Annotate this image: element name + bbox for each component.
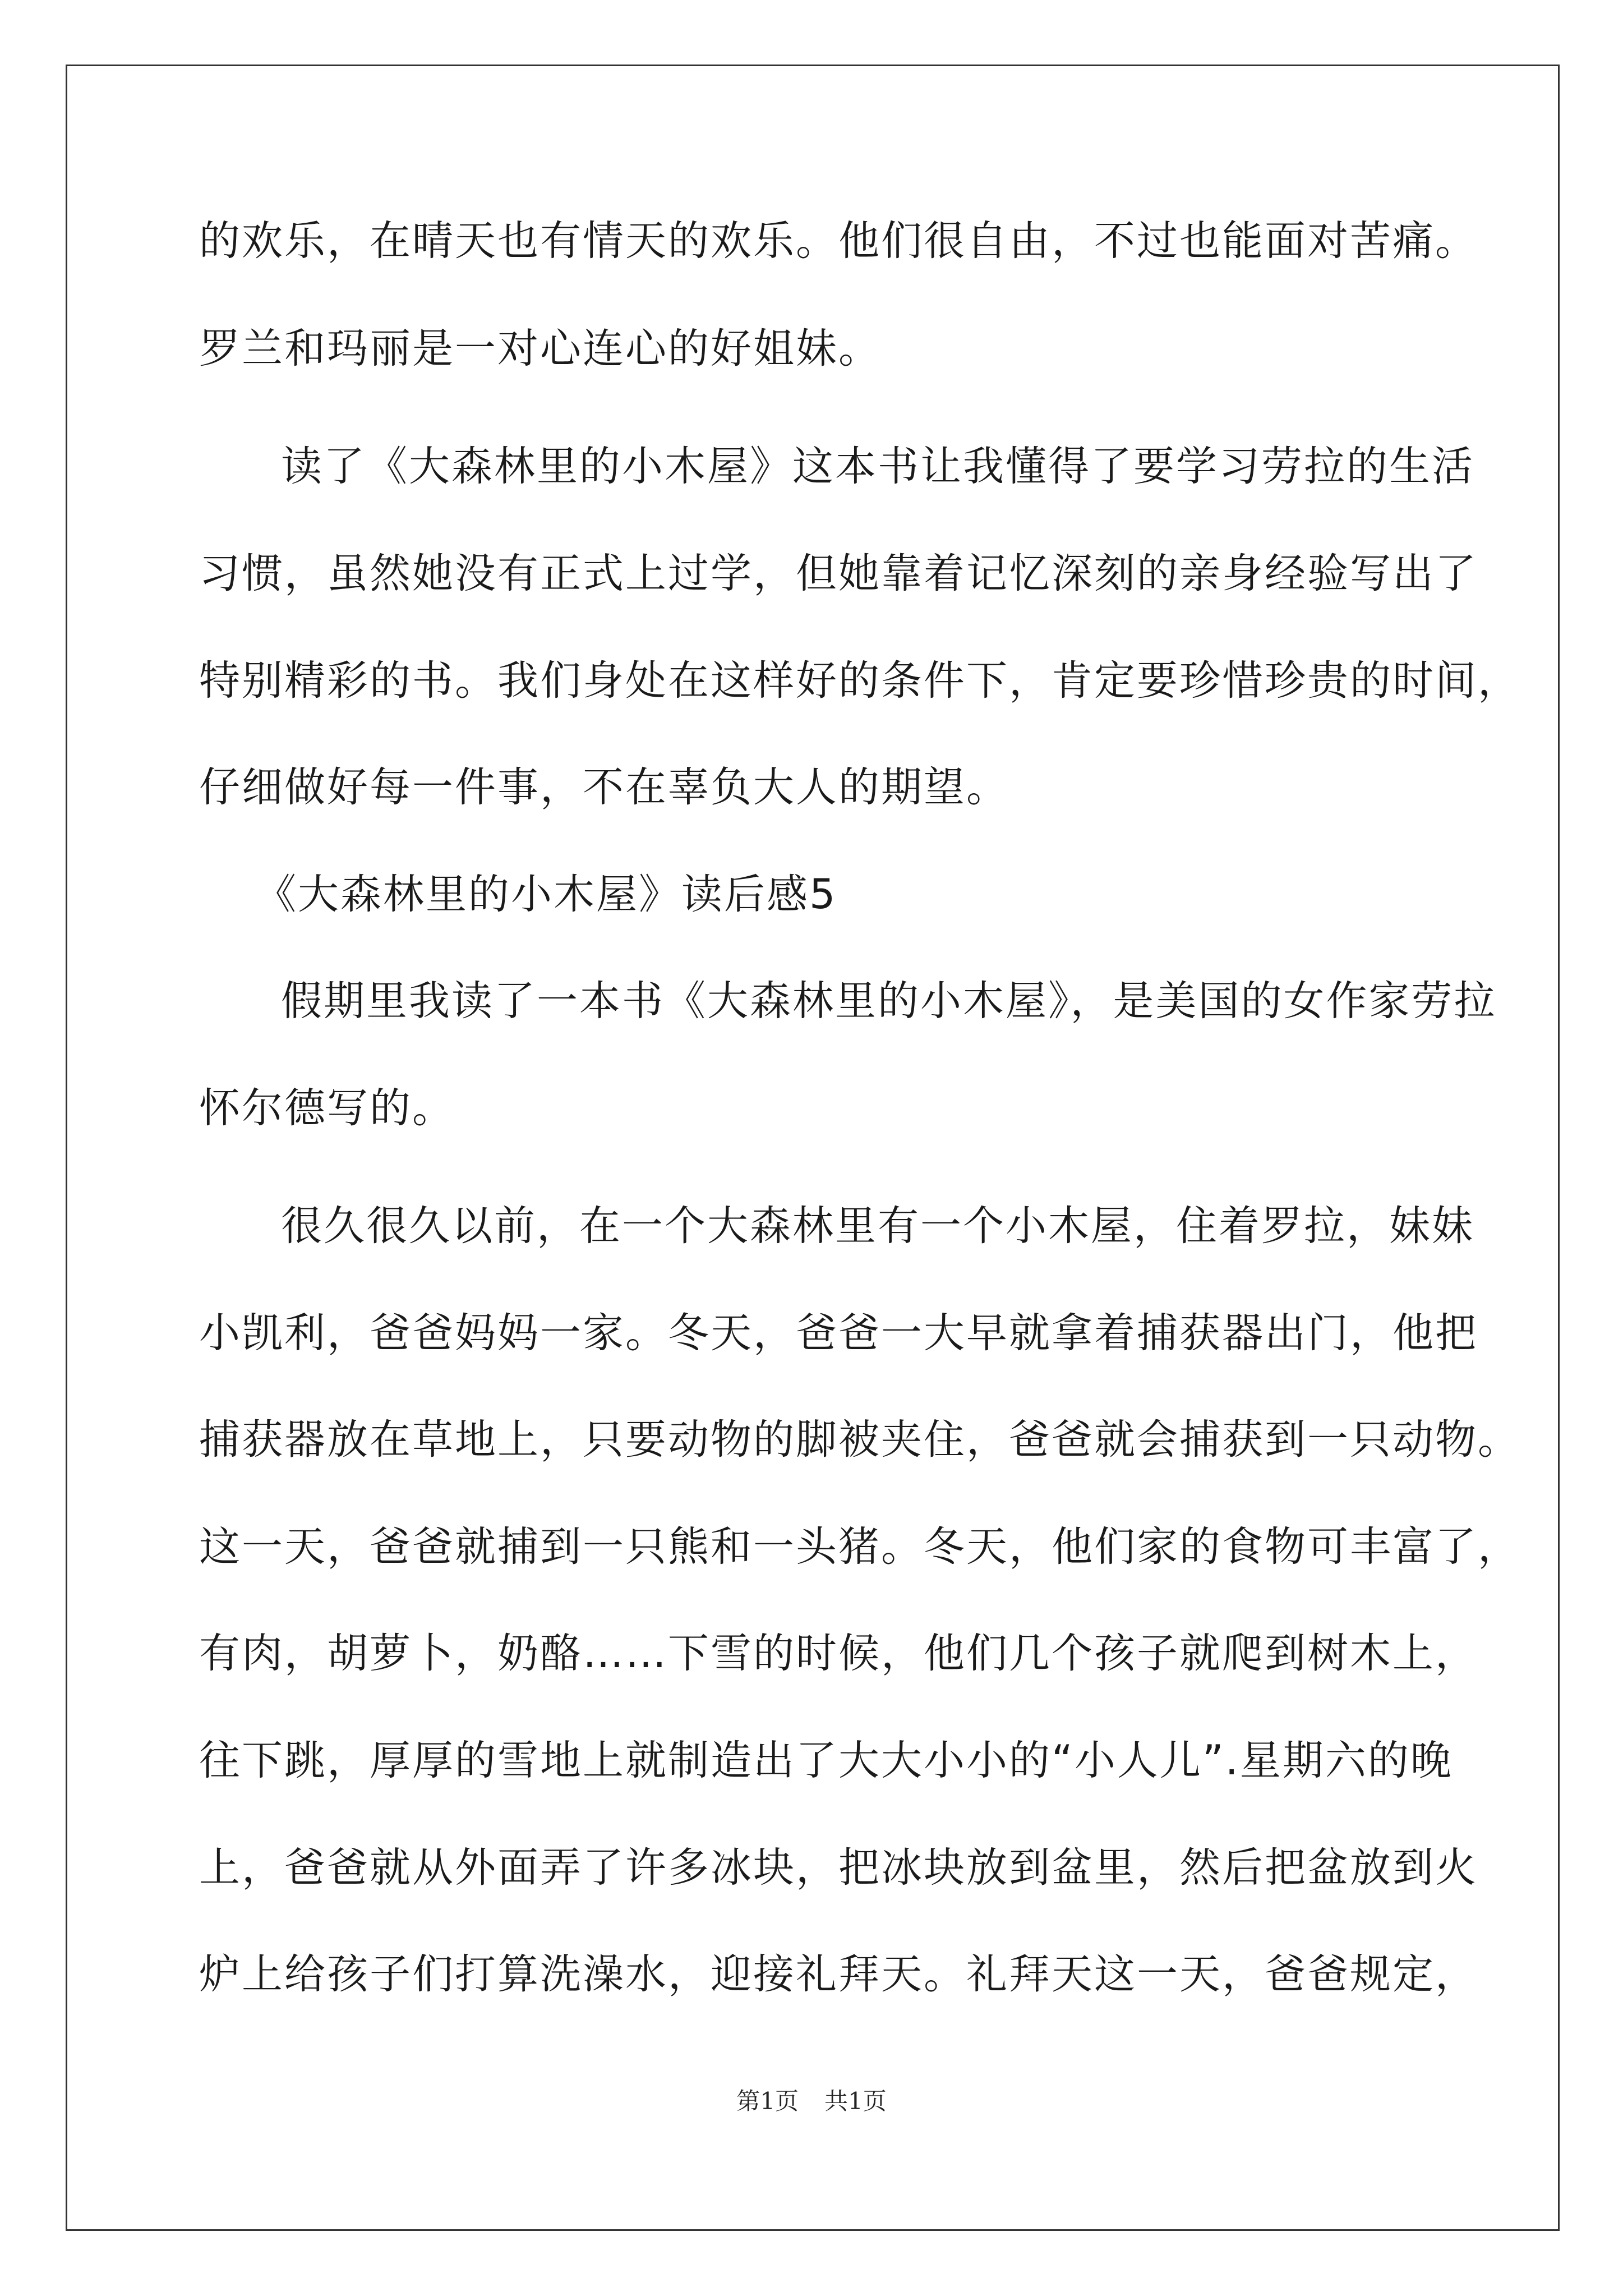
page-total: 共1页: [824, 2087, 887, 2115]
page-footer: [0, 2085, 1623, 2118]
text-line: 特别精彩的书。我们身处在这样好的条件下，肯定要珍惜珍贵的时间，: [199, 657, 1520, 705]
text-line: 习惯，虽然她没有正式上过学，但她靠着记忆深刻的亲身经验写出了: [199, 550, 1478, 597]
text-line: 很久很久以前，在一个大森林里有一个小木屋，住着罗拉，妹妹: [281, 1202, 1474, 1250]
text-line: 假期里我读了一本书《大森林里的小木屋》，是美国的女作家劳拉: [281, 977, 1497, 1025]
text-line: 上，爸爸就从外面弄了许多冰块，把冰块放到盆里，然后把盆放到火: [199, 1844, 1478, 1892]
text-line: 捕获器放在草地上，只要动物的脚被夹住，爸爸就会捕获到一只动物。: [199, 1416, 1520, 1464]
text-line: 怀尔德写的。: [199, 1084, 455, 1132]
page-number: 第1页: [736, 2087, 799, 2115]
text-line: 有肉，胡萝卜，奶酪……下雪的时候，他们几个孩子就爬到树木上，: [199, 1630, 1478, 1677]
text-line: 的欢乐，在晴天也有情天的欢乐。他们很自由，不过也能面对苦痛。: [199, 217, 1478, 265]
text-line: 小凯利，爸爸妈妈一家。冬天，爸爸一大早就拿着捕获器出门，他把: [199, 1309, 1478, 1357]
text-line: 仔细做好每一件事，不在辜负大人的期望。: [199, 763, 1009, 811]
page-border: [66, 65, 1560, 2231]
text-line: 罗兰和玛丽是一对心连心的好姐妹。: [199, 325, 881, 372]
text-line: 炉上给孩子们打算洗澡水，迎接礼拜天。礼拜天这一天，爸爸规定，: [199, 1950, 1478, 1998]
text-line: 这一天，爸爸就捕到一只熊和一头猪。冬天，他们家的食物可丰富了，: [199, 1523, 1520, 1571]
text-line: 读了《大森林里的小木屋》这本书让我懂得了要学习劳拉的生活: [281, 443, 1474, 490]
text-line: 往下跳，厚厚的雪地上就制造出了大大小小的“小人儿”.星期六的晚: [199, 1737, 1453, 1784]
section-heading: 《大森林里的小木屋》读后感5: [255, 871, 837, 918]
